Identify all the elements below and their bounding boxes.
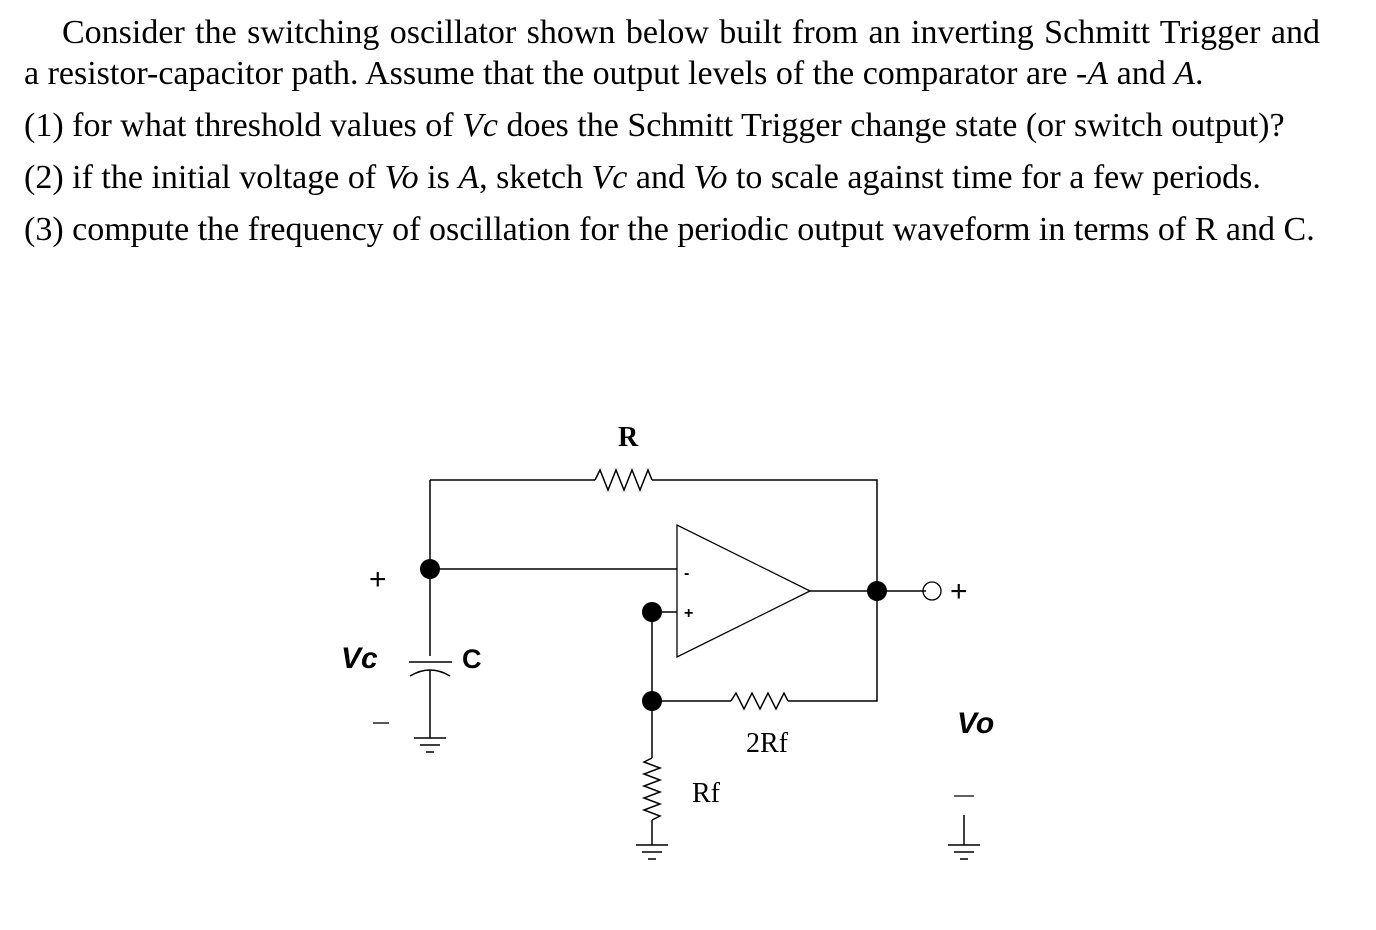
label-rf: Rf (692, 778, 720, 809)
q2-prefix: (2) if the initial voltage of (24, 159, 385, 196)
junction-dot-vc (420, 559, 440, 579)
intro-text: Consider the switching oscillator shown below built from an inverting Schmitt Trigger and a resistor-capacitor path. Assume that the output levels of the comparator are (24, 14, 1320, 92)
resistor-r (595, 470, 652, 490)
q2-var-vc: Vc (591, 159, 628, 196)
comparator-triangle (677, 525, 810, 657)
q1-suffix: does the Schmitt Trigger change state (or switch output)? (497, 107, 1285, 144)
intro-text-and: and (1108, 55, 1175, 92)
label-vc: Vc (341, 642, 378, 675)
q2-suffix: to scale against time for a few periods. (727, 159, 1261, 196)
q2-mid1: is (418, 159, 459, 196)
label-r: R (618, 422, 639, 453)
vc-plus-sign: + (369, 563, 387, 596)
q1-var-vc: Vc (462, 107, 498, 144)
noninverting-input-sign: + (684, 605, 694, 622)
wire-2rf-output (788, 591, 877, 701)
negative-level: -A (1076, 55, 1109, 92)
q1-prefix: (1) for what threshold values of (24, 107, 463, 144)
junction-dot-output (867, 581, 887, 601)
label-c: C (462, 644, 482, 674)
inverting-input-sign: - (684, 565, 690, 582)
intro-period: . (1194, 55, 1204, 92)
q2-var-vo-2: Vo (693, 159, 728, 196)
q2-mid2: , sketch (479, 159, 592, 196)
resistor-rf (644, 758, 660, 820)
label-2rf: 2Rf (746, 728, 788, 759)
q3-text: (3) compute the frequency of oscillation for the periodic output waveform in terms of R and C. (24, 211, 1315, 248)
q2-var-a: A (458, 159, 480, 196)
q2-mid3: and (627, 159, 694, 196)
junction-dot-noninverting (642, 602, 662, 622)
positive-level: A (1174, 55, 1195, 92)
junction-dot-divider (642, 691, 662, 711)
label-vo: Vo (957, 707, 995, 740)
resistor-2rf (731, 693, 788, 709)
q2-var-vo: Vo (384, 159, 419, 196)
vo-plus-sign: + (950, 575, 968, 608)
